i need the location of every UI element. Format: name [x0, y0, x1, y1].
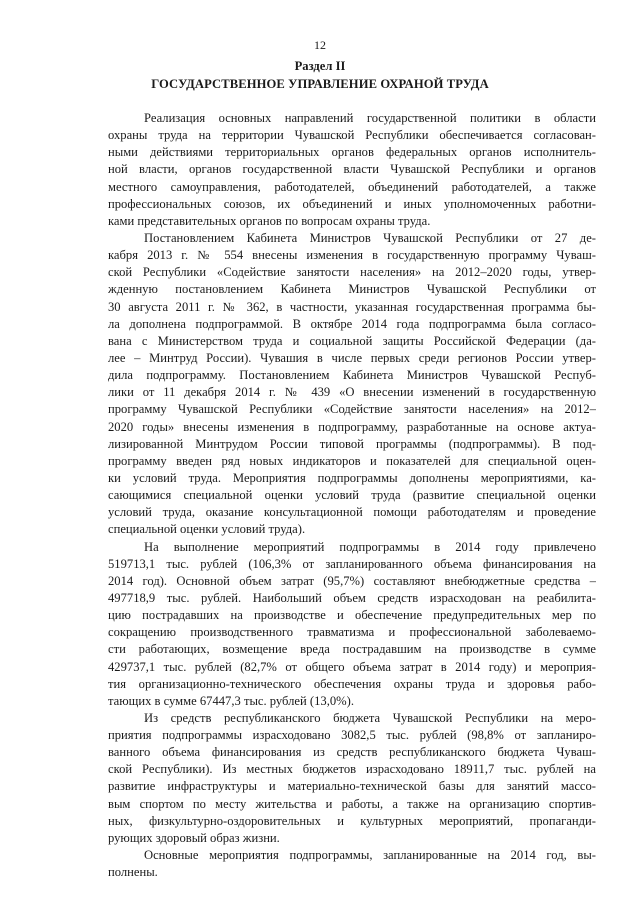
paragraph-line: тия организационно-технического обеспечения охраны труда и здоровья рабо- [108, 676, 596, 691]
paragraph-line: 2014 год). Основной объем затрат (95,7%) составляют внебюджетные средства – [108, 573, 596, 588]
paragraph-line: Основные мероприятия подпрограммы, запланированные на 2014 год, вы- [144, 848, 596, 863]
paragraph-line: местного самоуправления, работодателей, объединений работодателей, а также [108, 179, 596, 194]
paragraph-line: условий труда, оказание консультационной помощи работодателям и проведение [108, 505, 596, 520]
paragraph-line: дила подпрограмму. Постановлением Кабинета Министров Чувашской Респуб- [108, 368, 596, 383]
paragraph-line: ных, физкультурно-оздоровительных и культурных мероприятий, пропаганди- [108, 813, 596, 828]
paragraph-line: жденную постановлением Кабинета Министров Чувашской Республики от [108, 282, 596, 297]
paragraph-line: лики от 11 декабря 2014 г. № 439 «О внесении изменений в государственную [108, 385, 596, 400]
paragraph-line: охраны труда на территории Чувашской Республики обеспечивается согласован- [108, 128, 596, 143]
paragraph-line: лее – Минтруд России). Чувашия в числе первых среди регионов России утвер- [108, 350, 596, 365]
body-text [108, 110, 596, 881]
paragraph-line: 2020 годы» внесены изменения в подпрограмму, разработанные на основе актуа- [108, 419, 596, 434]
paragraph-line: ными действиями территориальных органов федеральных органов исполнитель- [108, 145, 596, 160]
paragraph-line: ной власти, органов государственной власти Чувашской Республики и органов [108, 162, 596, 177]
paragraph-line: Реализация основных направлений государственной политики в области [144, 111, 596, 125]
paragraph-line: 30 августа 2011 г. № 362, в частности, указанная государственная программа бы- [108, 299, 596, 314]
paragraph-line: программу введен ряд новых индикаторов и показателей для специальной оцен- [108, 453, 596, 468]
paragraph-line: программу Чувашской Республики «Содействие занятости населения» на 2012– [108, 402, 596, 417]
paragraph-line: ла дополнена подпрограммой. В октябре 2014 года подпрограмма была согласо- [108, 316, 596, 331]
paragraph-line: развитие инфраструктуры и материально-технической базы для занятий массо- [108, 779, 596, 794]
paragraph-line: тающих в сумме 67447,3 тыс. рублей (13,0%). [108, 693, 354, 708]
paragraph [108, 539, 596, 710]
paragraph [108, 110, 596, 230]
paragraph-line: сти работающих, возмещение вреда пострадавшим на производстве в сумме [108, 642, 596, 657]
paragraph-line: вана с Министерством труда и социальной защиты Российской Федерации (да- [108, 333, 596, 348]
section-label: Раздел II [294, 59, 346, 73]
paragraph-line: 429737,1 тыс. рублей (82,7% от общего объема затрат в 2014 году) и мероприя- [108, 659, 596, 674]
paragraph [108, 230, 596, 539]
paragraph-line: ской Республики). Из местных бюджетов израсходовано 18911,7 тыс. рублей на [108, 762, 596, 777]
page-number: 12 [314, 38, 326, 52]
paragraph-line: ванного объема финансирования из средств республиканского бюджета Чуваш- [108, 745, 596, 760]
paragraph-line: 519713,1 тыс. рублей (106,3% от запланированного объема финансирования на [108, 556, 596, 571]
paragraph-line: Постановлением Кабинета Министров Чувашской Республики от 27 де- [144, 230, 596, 245]
paragraph-line: кабря 2013 г. № 554 внесены изменения в государственную программу Чуваш- [108, 248, 596, 263]
paragraph-line: Из средств республиканского бюджета Чувашской Республики на меро- [144, 710, 596, 725]
paragraph-line: полнены. [108, 865, 158, 880]
paragraph-line: вым спортом по месту жительства и работы, а также на организацию спортив- [108, 796, 596, 811]
paragraph-line: сокращению производственного травматизма и профессиональной заболеваемо- [108, 625, 596, 640]
paragraph-line: специальной оценки условий труда). [108, 522, 306, 537]
paragraph-line: лизированной Минтрудом России типовой программы (подпрограммы). В под- [108, 436, 596, 451]
paragraph-line: 497718,9 тыс. рублей. Наибольший объем средств израсходован на реабилита- [108, 590, 596, 605]
paragraph-line: сающимися специальной оценки условий труда (развитие специальной оценки [108, 488, 596, 503]
paragraph-line: ки условий труда. Мероприятия подпрограммы дополнены мероприятиями, ка- [108, 470, 596, 485]
section-title: ГОСУДАРСТВЕННОЕ УПРАВЛЕНИЕ ОХРАНОЙ ТРУДА [151, 77, 489, 91]
paragraph-line: ками представительных органов по вопросам охраны труда. [108, 213, 431, 228]
paragraph-line: приятия подпрограммы израсходовано 3082,5 тыс. рублей (98,8% от запланиро- [108, 728, 596, 743]
paragraph-line: На выполнение мероприятий подпрограммы в 2014 году привлечено [144, 539, 596, 554]
paragraph-line: цию пострадавших на производстве и обеспечение предупредительных мер по [108, 608, 596, 623]
paragraph [108, 847, 596, 881]
paragraph-line: рующих здоровый образ жизни. [108, 830, 280, 845]
paragraph-line: ской Республики «Содействие занятости населения» на 2012–2020 годы, утвер- [108, 265, 596, 280]
paragraph [108, 710, 596, 847]
paragraph-line: профессиональных союзов, их объединений и иных уполномоченных работни- [108, 196, 596, 211]
